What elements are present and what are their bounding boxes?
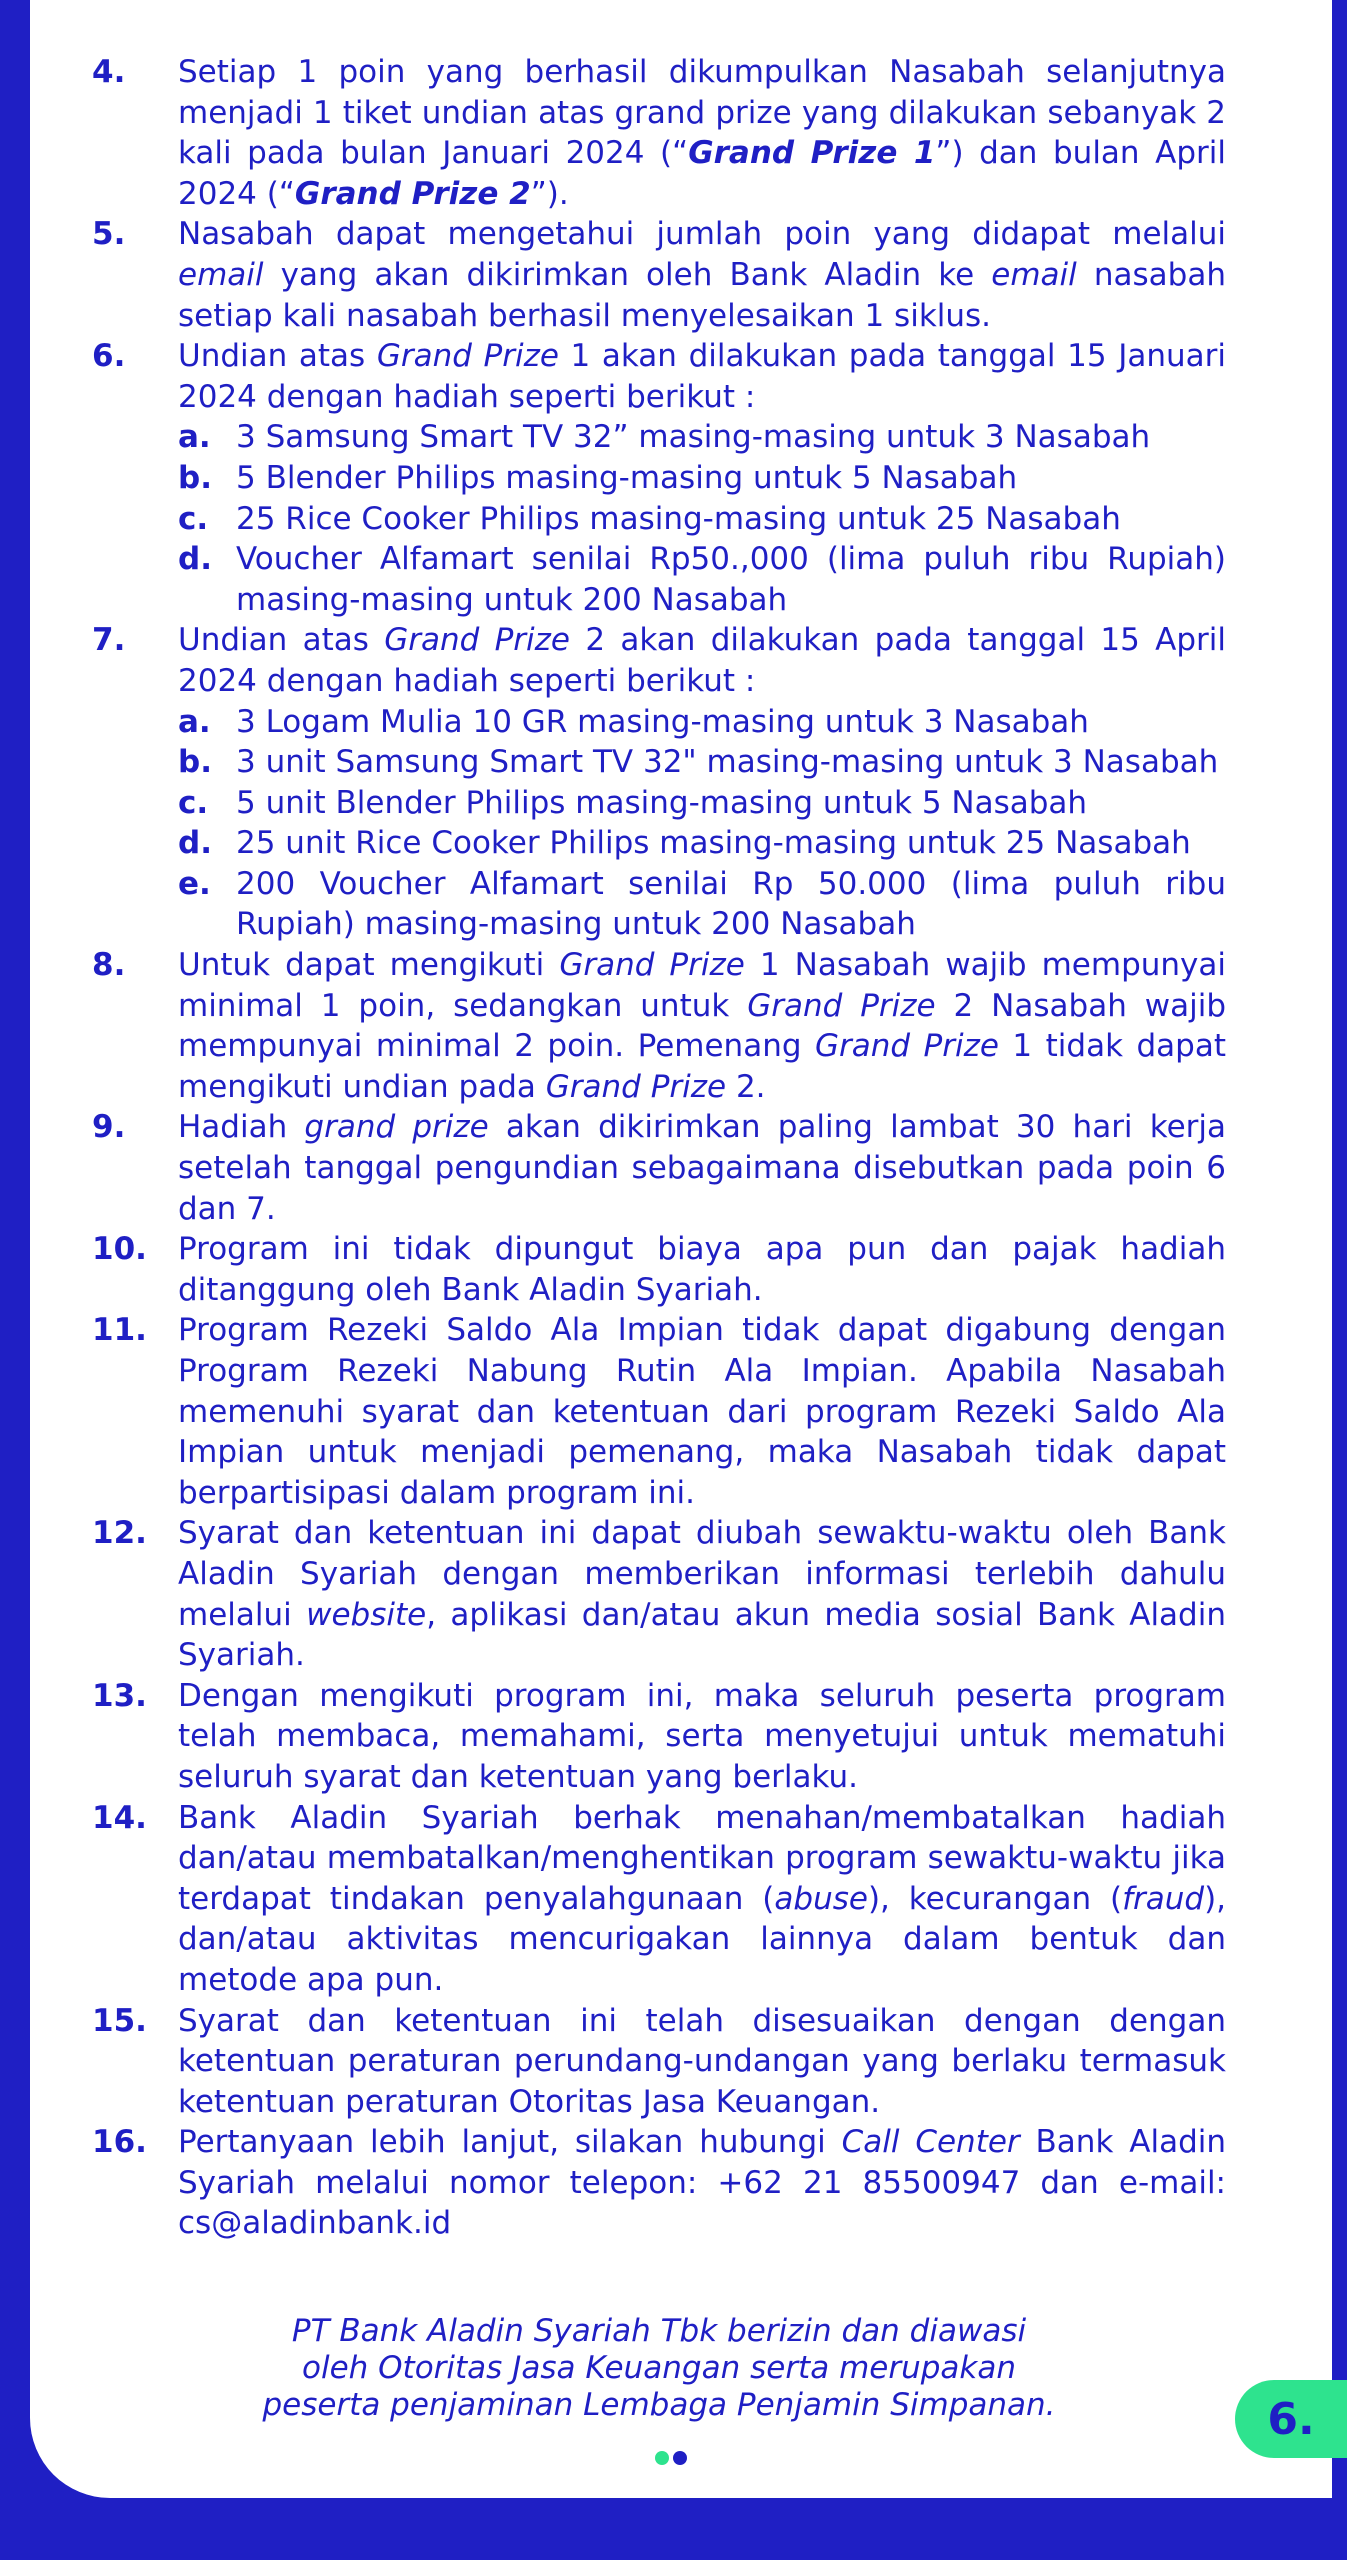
term-number: 16.: [92, 2124, 147, 2161]
sub-item: [178, 458, 1226, 499]
term-text-segment: Program ini tidak dipungut biaya apa pun dan pajak hadiah ditanggung oleh Bank Aladin Syariah.: [178, 1231, 1226, 1308]
term-text-segment: 1 akan dilakukan pada tanggal 15 Januari 2024 dengan hadiah seperti berikut :: [178, 338, 1227, 415]
term-text-segment: email: [178, 256, 264, 293]
term-text-segment: Syarat dan ketentuan ini telah disesuaikan dengan dengan ketentuan peraturan perundang-undangan yang berlaku termasuk ketentuan peraturan Otoritas Jasa Keuangan.: [178, 2002, 1226, 2120]
term-text-segment: email: [991, 256, 1077, 293]
term-item: [92, 336, 1226, 620]
term-text: [178, 52, 1226, 214]
term-text-segment: Grand Prize: [376, 338, 559, 375]
sub-item-text: Voucher Alfamart senilai Rp50.,000 (lima puluh ribu Rupiah) masing-masing untuk 200 Nasabah: [236, 541, 1226, 618]
term-text-segment: ”).: [530, 175, 569, 212]
sub-item-letter: a.: [178, 419, 211, 456]
term-number: 14.: [92, 1799, 147, 1836]
term-text: [178, 620, 1226, 701]
sub-item: [178, 539, 1226, 620]
page-number-badge: [1235, 2380, 1347, 2458]
sub-item-letter: d.: [178, 541, 212, 578]
term-text: [178, 1229, 1226, 1310]
page-indicator-dots: [655, 2451, 687, 2465]
term-text-segment: Program Rezeki Saldo Ala Impian tidak dapat digabung dengan Program Rezeki Nabung Rutin Ala Impian. Apabila Nasabah memenuhi syarat dan ketentuan dari program Rezeki Saldo Ala Impian untuk menjadi pemenang, maka Nasabah tidak dapat berpartisipasi dalam program ini.: [178, 1312, 1226, 1511]
term-text-segment: Untuk dapat mengikuti: [178, 947, 560, 984]
term-text-segment: akan dikirimkan paling lambat 30 hari kerja setelah tanggal pengundian sebagaimana disebutkan pada poin 6 dan 7.: [178, 1109, 1226, 1227]
footer-line: PT Bank Aladin Syariah Tbk berizin dan diawasi: [291, 2313, 1027, 2349]
term-text-segment: Nasabah dapat mengetahui jumlah poin yang didapat melalui: [178, 216, 1226, 253]
term-number: 5.: [92, 216, 126, 253]
sub-item-text: 3 unit Samsung Smart TV 32" masing-masing untuk 3 Nasabah: [236, 744, 1219, 781]
term-text-segment: 2 akan dilakukan pada tanggal 15 April 2024 dengan hadiah seperti berikut :: [178, 622, 1227, 699]
term-text: [178, 2122, 1226, 2244]
term-text-segment: Undian atas: [178, 338, 377, 375]
term-item: [92, 1107, 1226, 1229]
sub-item-letter: c.: [178, 500, 209, 537]
term-text: [178, 945, 1226, 1107]
term-text: [178, 1676, 1226, 1798]
term-body: [178, 336, 1226, 620]
right-edge-stripe: [1332, 0, 1347, 2498]
term-number: 6.: [92, 338, 126, 375]
sub-item-letter: a.: [178, 703, 211, 740]
term-text: [178, 1107, 1226, 1229]
term-text: [178, 2001, 1226, 2123]
term-item: [92, 1310, 1226, 1513]
term-text-segment: Undian atas: [178, 622, 385, 659]
sub-item-text: 200 Voucher Alfamart senilai Rp 50.000 (lima puluh ribu Rupiah) masing-masing untuk 200 Nasabah: [236, 865, 1226, 943]
page-number: 6.: [1267, 2393, 1315, 2445]
term-item: [92, 2122, 1226, 2244]
sub-item-letter: d.: [178, 825, 212, 862]
footer-line: peserta penjaminan Lembaga Penjamin Simpanan.: [262, 2387, 1056, 2423]
term-text-segment: Dengan mengikuti program ini, maka seluruh peserta program telah membaca, memahami, serta menyetujui untuk mematuhi seluruh syarat dan ketentuan yang berlaku.: [178, 1677, 1226, 1795]
term-text-segment: 1 tidak dapat mengikuti undian pada: [178, 1028, 1226, 1105]
term-item: [92, 1676, 1226, 1798]
page-dot: [655, 2451, 669, 2465]
term-text-segment: Syarat dan ketentuan ini dapat diubah sewaktu-waktu oleh Bank Aladin Syariah dengan memberikan informasi terlebih dahulu melalui: [178, 1515, 1226, 1633]
term-body: [178, 1798, 1226, 2001]
sub-item: [178, 823, 1226, 864]
term-item: [92, 1229, 1226, 1310]
term-body: [178, 620, 1226, 945]
sub-item: [178, 742, 1226, 783]
term-body: [178, 1676, 1226, 1798]
term-number: 4.: [92, 54, 126, 90]
term-text-segment: nasabah setiap kali nasabah berhasil menyelesaikan 1 siklus.: [178, 256, 1226, 334]
sub-item: [178, 864, 1226, 945]
term-text-segment: 2.: [726, 1068, 766, 1105]
term-item: [92, 620, 1226, 945]
term-text-segment: 1 Nasabah wajib mempunyai minimal 1 poin, sedangkan untuk: [178, 947, 1226, 1024]
term-body: [178, 1229, 1226, 1310]
sub-item-letter: c.: [178, 784, 209, 821]
term-text-segment: Grand Prize: [815, 1028, 999, 1065]
term-number: 11.: [92, 1312, 147, 1349]
term-number: 8.: [92, 947, 126, 984]
sub-item-text: 3 Logam Mulia 10 GR masing-masing untuk 3 Nasabah: [236, 703, 1089, 740]
term-text-segment: Bank Aladin Syariah berhak menahan/membatalkan hadiah dan/atau membatalkan/menghentikan program sewaktu-waktu jika terdapat tindakan penyalahgunaan (: [178, 1799, 1226, 1917]
term-item: [92, 2001, 1226, 2123]
term-text-segment: 2 Nasabah wajib mempunyai minimal 2 poin. Pemenang: [178, 987, 1227, 1065]
footer-line: oleh Otoritas Jasa Keuangan serta merupakan: [302, 2350, 1016, 2386]
sub-item-text: 3 Samsung Smart TV 32” masing-masing untuk 3 Nasabah: [236, 419, 1151, 456]
term-text-segment: Grand Prize 1: [688, 135, 936, 172]
sub-item-text: 25 unit Rice Cooker Philips masing-masing untuk 25 Nasabah: [236, 825, 1191, 862]
term-item: [92, 1798, 1226, 2001]
term-text: [178, 1513, 1226, 1675]
term-text-segment: yang akan dikirimkan oleh Bank Aladin ke: [263, 256, 992, 293]
sub-item-letter: b.: [178, 459, 212, 496]
term-text-segment: Setiap 1 poin yang berhasil dikumpulkan Nasabah selanjutnya menjadi 1 tiket undian atas grand prize yang dilakukan sebanyak 2 kali pada bulan Januari 2024 (“: [178, 54, 1226, 172]
term-number: 7.: [92, 622, 126, 659]
term-text-segment: , aplikasi dan/atau akun media sosial Bank Aladin Syariah.: [178, 1596, 1226, 1674]
term-text: [178, 1798, 1226, 2001]
page-dot: [673, 2451, 687, 2465]
term-item: [92, 1513, 1226, 1675]
term-body: [178, 1107, 1226, 1229]
sub-item: [178, 702, 1226, 743]
term-text-segment: Grand Prize: [384, 622, 571, 659]
term-number: 12.: [92, 1515, 147, 1552]
term-body: [178, 52, 1226, 214]
term-number: 10.: [92, 1231, 147, 1268]
term-text-segment: Hadiah: [178, 1109, 305, 1146]
term-text: [178, 1310, 1226, 1513]
term-text-segment: Grand Prize: [747, 987, 936, 1024]
term-text-segment: Call Center: [841, 2124, 1020, 2161]
term-text-segment: fraud: [1122, 1880, 1205, 1917]
sub-item-letter: b.: [178, 744, 212, 781]
sub-item: [178, 783, 1226, 824]
term-text-segment: ”) dan bulan April 2024 (“: [178, 135, 1226, 212]
term-text-segment: Grand Prize: [545, 1068, 727, 1105]
term-text-segment: Grand Prize 2: [294, 175, 531, 212]
term-text-segment: Bank Aladin Syariah melalui nomor telepon: +62 21 85500947 dan e-mail: cs@aladinbank.id: [178, 2124, 1227, 2242]
sub-item-text: 25 Rice Cooker Philips masing-masing untuk 25 Nasabah: [236, 500, 1121, 537]
term-number: 9.: [92, 1109, 126, 1146]
term-text-segment: ), kecurangan (: [867, 1880, 1123, 1917]
sub-item: [178, 499, 1226, 540]
term-text: [178, 336, 1226, 417]
term-number: 13.: [92, 1677, 147, 1714]
term-body: [178, 945, 1226, 1107]
term-body: [178, 1513, 1226, 1675]
sub-item: [178, 417, 1226, 458]
regulatory-footer: [92, 2313, 1226, 2424]
term-text-segment: Grand Prize: [559, 947, 745, 984]
term-text-segment: website: [306, 1596, 427, 1633]
sub-item-text: 5 Blender Philips masing-masing untuk 5 Nasabah: [236, 459, 1018, 496]
term-text-segment: ), dan/atau aktivitas mencurigakan lainnya dalam bentuk dan metode apa pun.: [178, 1880, 1227, 1998]
term-body: [178, 1310, 1226, 1513]
sub-item-letter: e.: [178, 865, 211, 902]
sub-item-text: 5 unit Blender Philips masing-masing untuk 5 Nasabah: [236, 784, 1088, 821]
term-text-segment: Pertanyaan lebih lanjut, silakan hubungi: [178, 2124, 842, 2161]
term-text-segment: abuse: [774, 1880, 868, 1917]
terms-list: [92, 52, 1226, 2244]
term-text: [178, 214, 1226, 336]
term-body: [178, 214, 1226, 336]
term-number: 15.: [92, 2002, 147, 2039]
term-body: [178, 2001, 1226, 2123]
term-text-segment: grand prize: [304, 1109, 489, 1146]
term-item: [92, 945, 1226, 1107]
term-item: [92, 214, 1226, 336]
term-body: [178, 2122, 1226, 2244]
term-item: [92, 52, 1226, 214]
